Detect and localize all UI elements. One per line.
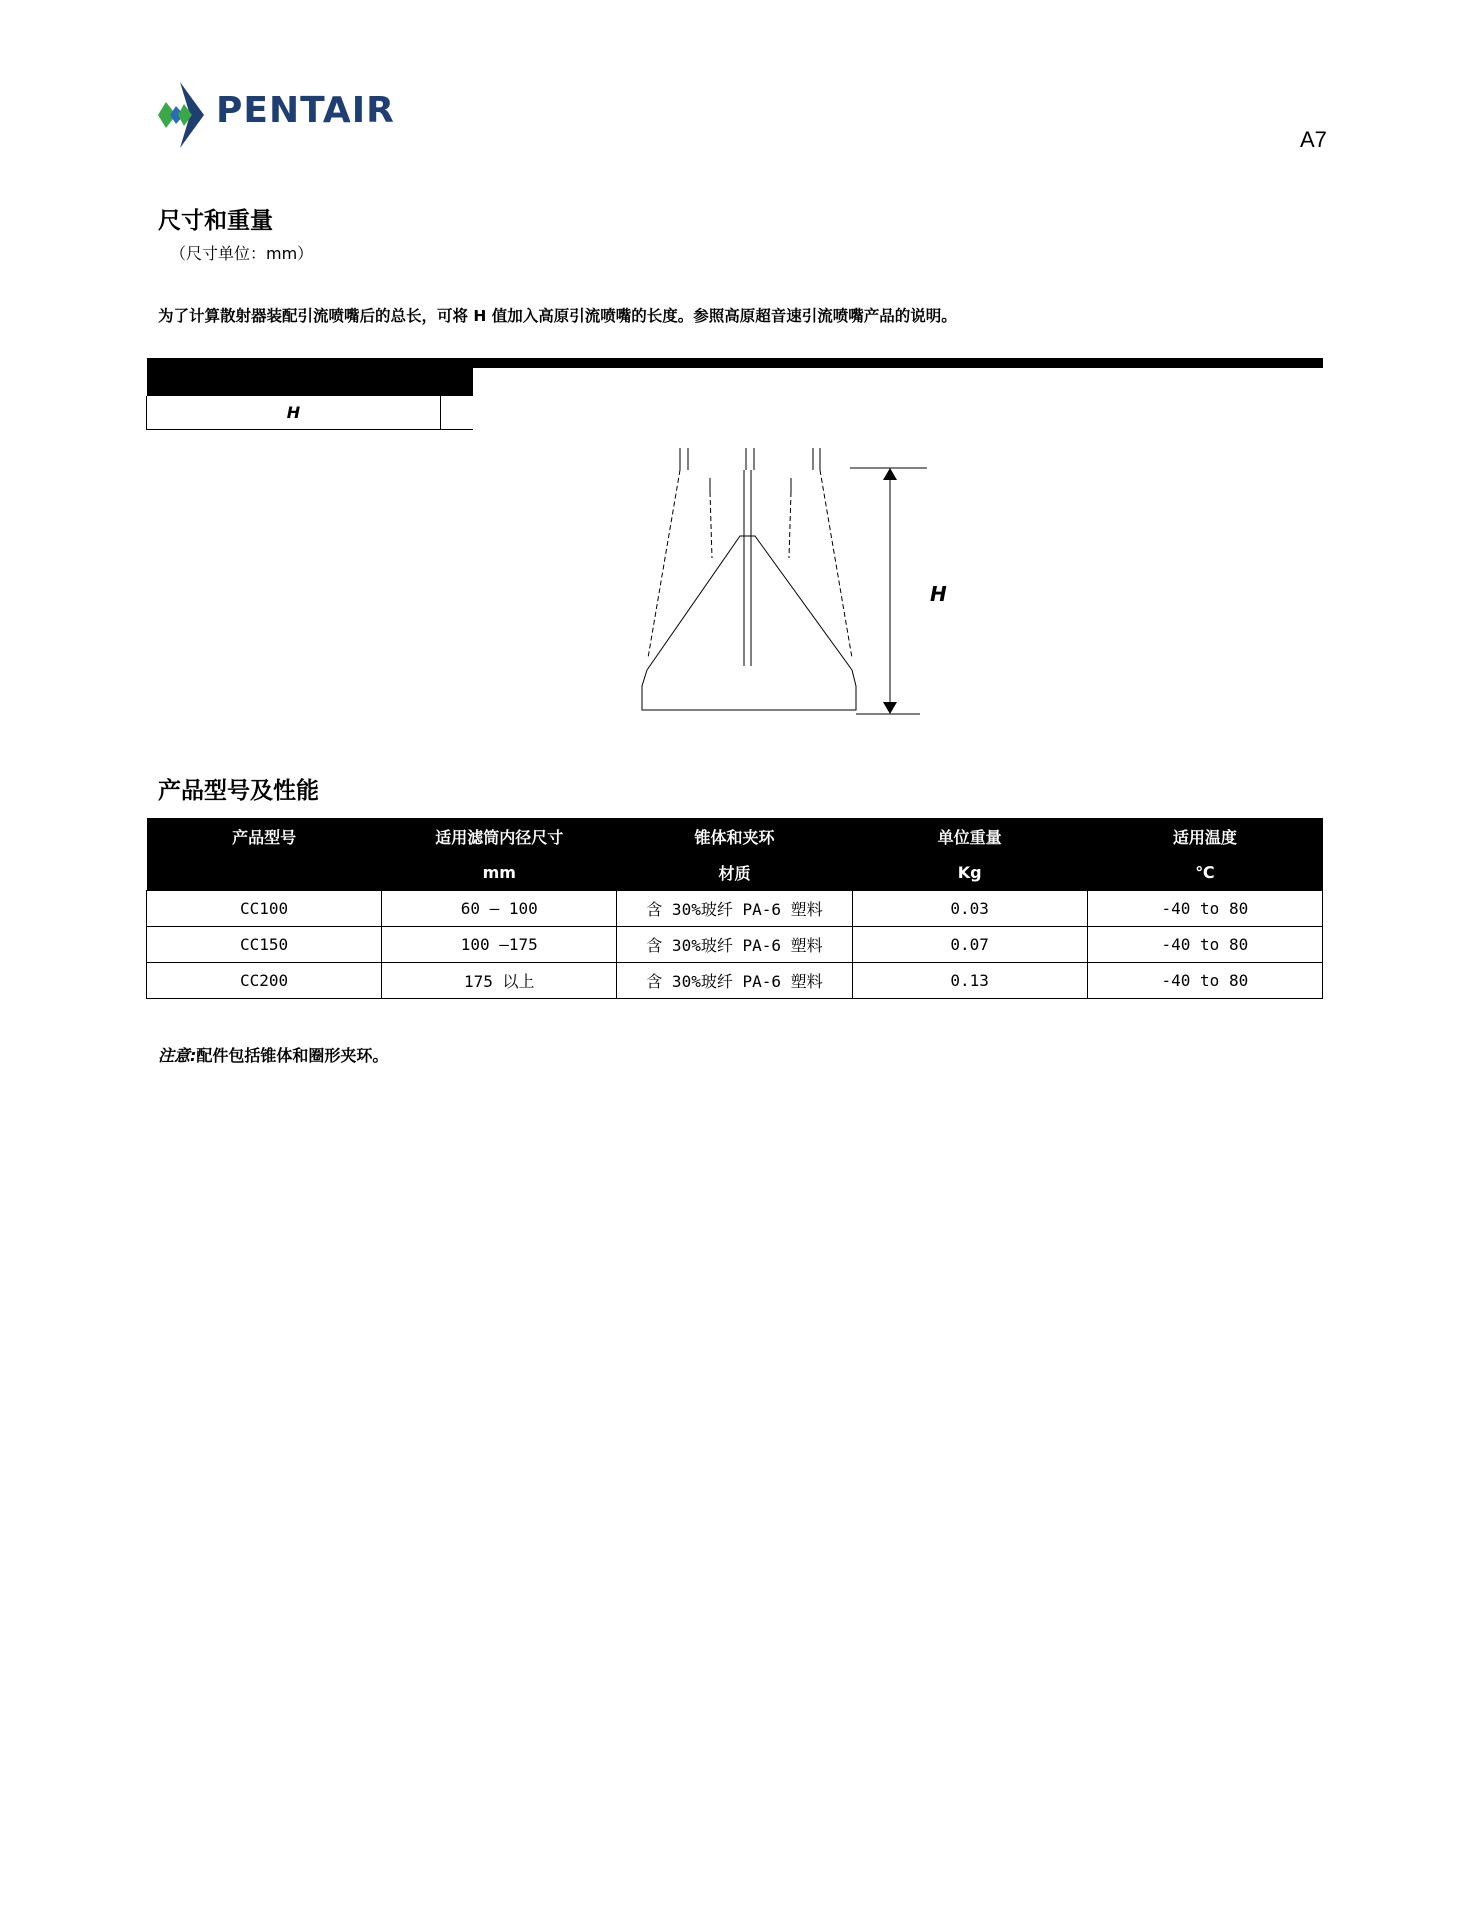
cell-material: 含 30%玻纤 PA-6 塑料 [617,891,852,927]
table-row [147,963,1323,999]
page-number: A7 [1300,127,1327,152]
table-row [147,396,474,430]
cell-model: CC150 [147,927,382,963]
header-weight-unit: Kg [852,854,1087,891]
header-diameter: 适用滤筒内径尺寸 [382,818,617,854]
header-temperature-unit: ℃ [1087,854,1322,891]
header-material: 锥体和夹环 [617,818,852,854]
cell-diameter: 100 —175 [382,927,617,963]
dimension-value-cell [441,396,474,430]
cell-temperature: -40 to 80 [1087,891,1322,927]
cell-model: CC100 [147,891,382,927]
section-title-dimensions: 尺寸和重量 [158,208,273,234]
note-text: 配件包括锥体和圈形夹环。 [196,1046,389,1065]
cell-material: 含 30%玻纤 PA-6 塑料 [617,927,852,963]
note-label: 注意: [158,1046,197,1065]
header-temperature: 适用温度 [1087,818,1322,854]
spec-table [146,818,1323,999]
cell-temperature: -40 to 80 [1087,927,1322,963]
table-row [147,891,1323,927]
section-title-models: 产品型号及性能 [158,778,319,804]
diagram-dimension-label: H [930,582,947,606]
cone-diagram [620,448,940,738]
header-rule [472,358,1323,368]
header-model-unit [147,854,382,891]
header-material-unit: 材质 [617,854,852,891]
header-diameter-unit: mm [382,854,617,891]
cell-material: 含 30%玻纤 PA-6 塑料 [617,963,852,999]
note [158,1043,388,1066]
cell-diameter: 60 — 100 [382,891,617,927]
cell-weight: 0.13 [852,963,1087,999]
cone-drawing [620,448,940,738]
intro-paragraph: 为了计算散射器装配引流喷嘴后的总长，可将 H 值加入高原引流喷嘴的长度。参照高原超音速引流喷嘴产品的说明。 [158,307,957,325]
dimension-label-cell: H [147,396,441,430]
dimension-table [146,358,473,430]
logo-wordmark: PENTAIR [216,90,395,131]
dimension-table-header [147,358,474,396]
pentair-diamond-icon [158,80,214,150]
header-weight: 单位重量 [852,818,1087,854]
cell-weight: 0.03 [852,891,1087,927]
cell-diameter: 175 以上 [382,963,617,999]
cell-temperature: -40 to 80 [1087,963,1322,999]
cell-model: CC200 [147,963,382,999]
spec-header-row-2 [147,854,1323,891]
pentair-logo [158,80,418,150]
section-subtitle-units: （尺寸单位：mm） [170,244,314,263]
table-row [147,927,1323,963]
header-model: 产品型号 [147,818,382,854]
spec-header-row-1 [147,818,1323,854]
cell-weight: 0.07 [852,927,1087,963]
